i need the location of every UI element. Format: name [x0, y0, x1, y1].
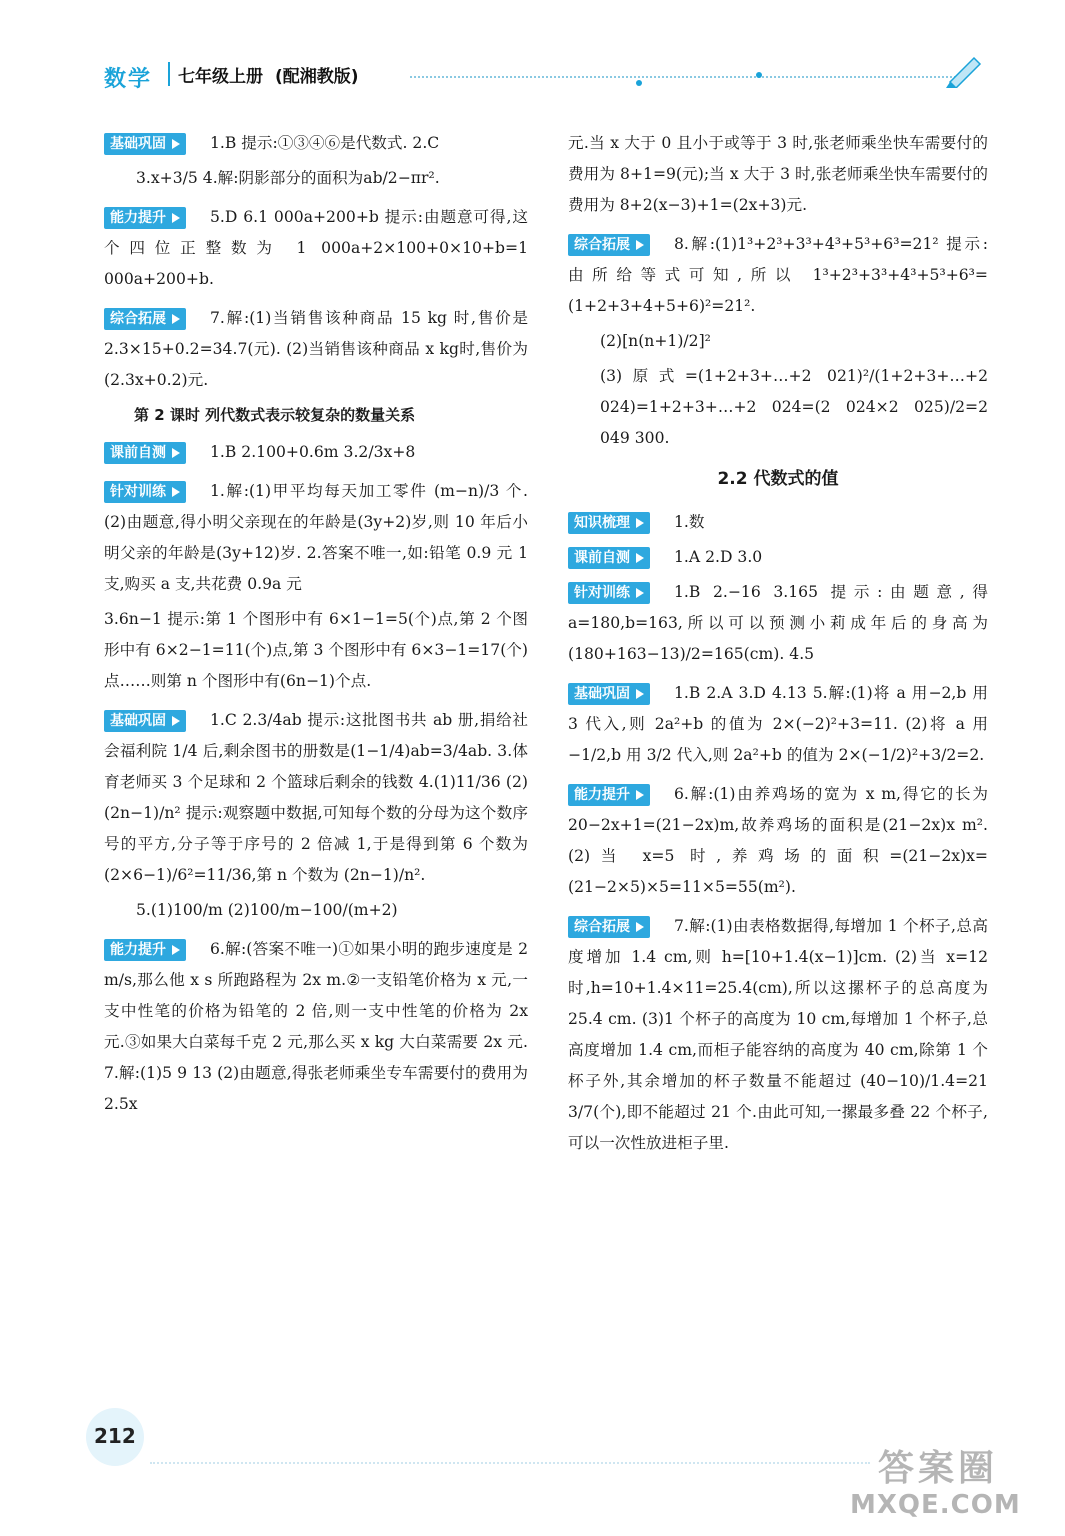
answer-block — [104, 437, 528, 468]
answer-text: 6.解:(1)由养鸡场的宽为 x m,得它的长为 20−2x+1=(21−2x)m,故养鸡场的面积是(21−2x)x m². (2)当 x=5 时,养鸡场的面积=(21−2x)x=(21−2×5)×5=11×5=55(m²). — [568, 785, 988, 896]
header-divider — [168, 62, 170, 86]
answer-text: 1.A 2.D 3.0 — [674, 548, 763, 566]
answer-block — [104, 705, 528, 891]
answer-text: 1.B 2.A 3.D 4.13 5.解:(1)将 a 用−2,b 用 3 代入,则 2a²+b 的值为 2×(−2)²+3=11. (2)将 a 用−1/2,b 用 3/2 代入,则 2a²+b 的值为 2×(−1/2)²+3/2=2. — [568, 684, 988, 764]
answer-text: 1.数 — [674, 513, 705, 531]
answer-block — [104, 476, 528, 600]
answer-block — [568, 229, 988, 322]
answer-text: (3)原式=(1+2+3+…+2 021)²/(1+2+3+…+2 024)=1+2+3+…+2 024=(2 024×2 025)/2=2 049 300. — [600, 367, 988, 447]
answer-text: 3.6n−1 提示:第 1 个图形中有 6×1−1=5(个)点,第 2 个图形中有 6×2−1=11(个)点,第 3 个图形中有 6×3−1=17(个)点……则第 n 个图形中有(6n−1)个点. — [104, 610, 528, 690]
subject-title: 数学 — [104, 67, 153, 92]
section-tag: 综合拓展 — [568, 234, 650, 256]
grade-title — [178, 62, 359, 87]
grade-label: 七年级上册 — [178, 67, 263, 87]
header-dot — [756, 72, 762, 78]
section-tag: 课前自测 — [104, 442, 186, 464]
answer-text: 1.解:(1)甲平均每天加工零件 (m−n)/3 个. (2)由题意,得小明父亲现在的年龄是(3y+2)岁,则 10 年后小明父亲的年龄是(3y+12)岁. 2.答案不唯一,如:铅笔 0.9 元 1 支,购买 a 支,共花费 0.9a 元 — [104, 482, 528, 593]
section-tag: 能力提升 — [568, 784, 650, 806]
left-column — [104, 128, 528, 1124]
section-tag: 能力提升 — [104, 207, 186, 229]
answer-text: 6.解:(答案不唯一)①如果小明的跑步速度是 2 m/s,那么他 x s 所跑路程为 2x m.②一支铅笔价格为 x 元,一支中性笔的价格为铅笔的 2 倍,则一支中性笔的价格为 2x 元.③如果大白菜每千克 2 元,那么买 x kg 大白菜需要 2x 元. 7.解:(1)5 9 13 (2)由题意,得张老师乘坐专车需要付的费用为 2.5x — [104, 940, 528, 1113]
header-dotted-line — [410, 76, 960, 78]
section-tag: 能力提升 — [104, 939, 186, 961]
section-title: 2.2 代数式的值 — [717, 469, 839, 489]
answer-text: (2)[n(n+1)/2]² — [600, 332, 711, 350]
section-tag: 基础巩固 — [104, 133, 186, 155]
answer-text: 8.解:(1)1³+2³+3³+4³+5³+6³=21² 提示:由所给等式可知,所以 1³+2³+3³+4³+5³+6³=(1+2+3+4+5+6)²=21². — [568, 235, 988, 315]
footer-dotted-line — [150, 1462, 870, 1464]
section-tag: 针对训练 — [104, 481, 186, 503]
answer-block — [568, 779, 988, 903]
answer-text: 元.当 x 大于 0 且小于或等于 3 时,张老师乘坐快车需要付的费用为 8+1=9(元);当 x 大于 3 时,张老师乘坐快车需要付的费用为 8+2(x−3)+1=(2x+3)元. — [568, 134, 988, 214]
page-number-badge — [80, 1408, 150, 1468]
answer-block — [104, 202, 528, 295]
section-tag: 综合拓展 — [568, 916, 650, 938]
answer-block — [568, 911, 988, 1159]
section-tag: 基础巩固 — [104, 710, 186, 732]
answer-text: 1.B 提示:①③④⑥是代数式. 2.C — [210, 134, 440, 152]
answer-text: 7.解:(1)由表格数据得,每增加 1 个杯子,总高度增加 1.4 cm,则 h=[10+1.4(x−1)]cm. (2)当 x=12 时,h=10+1.4×11=25.4(cm),所以这摞杯子的总高度为 25.4 cm. (3)1 个杯子的高度为 10 cm,每增加 1 个杯子,总高度增加 1.4 cm,而柜子能容纳的高度为 40 cm,除第 1 个杯子外,其余增加的杯子数量不能超过 (40−10)/1.4=21 3/7(个),即不能超过 21 个.由此可知,一摞最多叠 22 个杯子,可以一次性放进柜子里. — [568, 917, 988, 1152]
watermark-en: MXQE.COM — [850, 1490, 1021, 1520]
answer-block — [104, 128, 528, 159]
answer-block — [104, 303, 528, 396]
answer-text: 1.B 2.100+0.6m 3.2/3x+8 — [210, 443, 416, 461]
answer-block — [568, 577, 988, 670]
page-number: 212 — [94, 1424, 136, 1448]
answer-text: 5.D 6.1 000a+200+b 提示:由题意可得,这个四位正整数为 1 000a+2×100+0×10+b=1 000a+200+b. — [104, 208, 528, 288]
answer-text: 1.B 2.−16 3.165 提示:由题意,得 a=180,b=163,所以可以预测小莉成年后的身高为 (180+163−13)/2=165(cm). 4.5 — [568, 583, 988, 663]
answer-text: 7.解:(1)当销售该种商品 15 kg 时,售价是 2.3×15+0.2=34.7(元). (2)当销售该种商品 x kg时,售价为(2.3x+0.2)元. — [104, 309, 528, 389]
pencil-icon — [944, 52, 984, 88]
section-tag: 基础巩固 — [568, 683, 650, 705]
watermark-cn: 答案圈 — [878, 1448, 999, 1489]
lesson-title: 第 2 课时 列代数式表示较复杂的数量关系 — [134, 406, 416, 424]
section-tag: 针对训练 — [568, 582, 650, 604]
answer-block — [104, 934, 528, 1120]
watermark-logo — [838, 1440, 1052, 1524]
right-column — [568, 128, 988, 1163]
answer-text: 1.C 2.3/4ab 提示:这批图书共 ab 册,捐给社会福利院 1/4 后,剩余图书的册数是(1−1/4)ab=3/4ab. 3.体育老师买 3 个足球和 2 个篮球后剩余的钱数 4.(1)11/36 (2)(2n−1)/n² 提示:观察题中数据,可知每个数的分母为这个数序号的平方,分子等于序号的 2 倍减 1,于是得到第 6 个数为 (2×6−1)/6²=11/36,第 n 个数为 (2n−1)/n². — [104, 711, 528, 884]
edition-label: (配湘教版) — [275, 67, 359, 87]
page-header — [0, 0, 1065, 110]
header-dot — [636, 80, 642, 86]
section-tag: 知识梳理 — [568, 512, 650, 534]
section-tag: 课前自测 — [568, 547, 650, 569]
answer-text: 5.(1)100/m (2)100/m−100/(m+2) — [136, 901, 398, 919]
section-tag: 综合拓展 — [104, 308, 186, 330]
answer-text: 3.x+3/5 4.解:阴影部分的面积为ab/2−πr². — [136, 169, 440, 187]
answer-block — [568, 507, 988, 538]
answer-block — [568, 542, 988, 573]
answer-block — [568, 678, 988, 771]
